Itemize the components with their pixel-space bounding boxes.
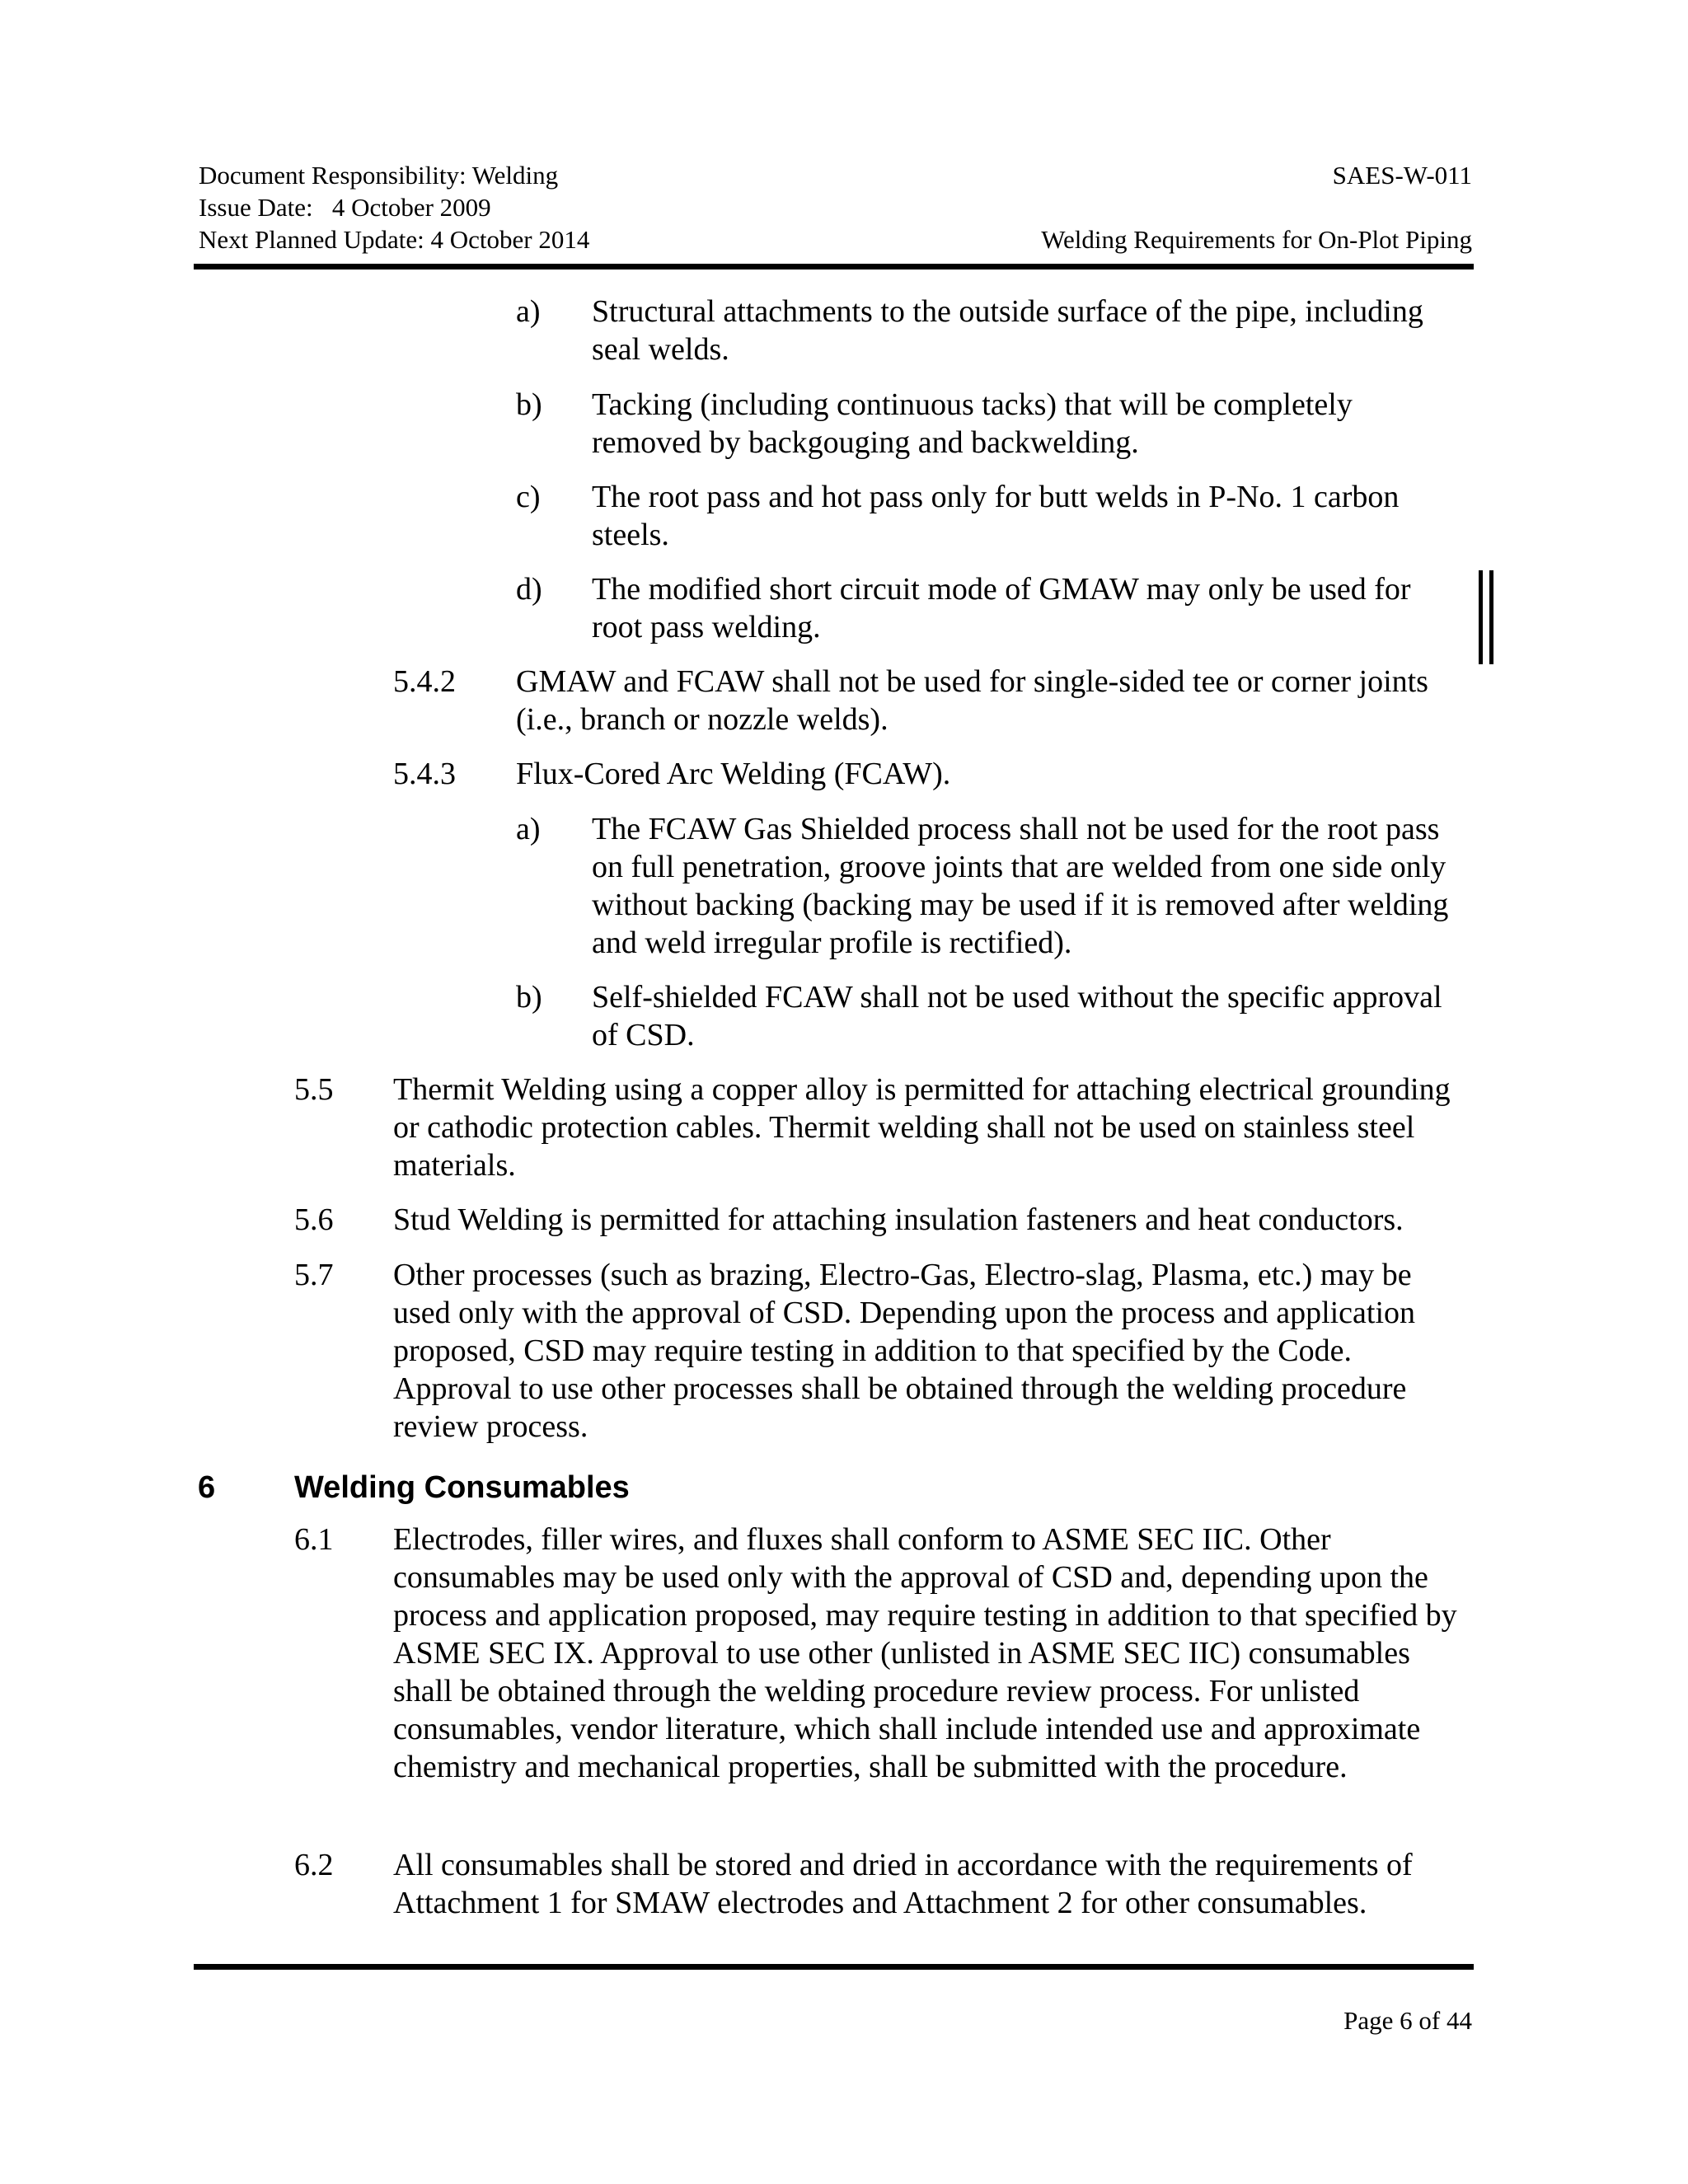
section-text: Other processes (such as brazing, Electro-Gas, Electro-slag, Plasma, etc.) may be used only with the approval of CSD. Depending upon the process and application proposed, CSD may require testing in addition to that specified by the Code. Approval to use other processes shall be obtained through the welding procedure review process. [393,1258,1416,1444]
section-text: Thermit Welding using a copper alloy is permitted for attaching electrical grounding or cathodic protection cables. Thermit welding shall not be used on stainless steel materials. [393,1072,1451,1183]
list-marker: b) [516,387,542,422]
list-marker: d) [516,572,542,607]
list-marker: c) [516,480,541,514]
document-title: Welding Requirements for On-Plot Piping [1041,225,1472,254]
list-marker: a) [516,294,541,329]
subsection-text: GMAW and FCAW shall not be used for single-sided tee or corner joints (i.e., branch or nozzle welds). [516,664,1428,737]
list-text: Structural attachments to the outside surface of the pipe, including seal welds. [592,294,1423,367]
section-number: 6.1 [294,1522,334,1557]
list-text: The FCAW Gas Shielded process shall not be used for the root pass on full penetration, groove joints that are welded from one side only without backing (backing may be used if it is removed after welding and weld irregular profile is rectified). [592,812,1449,960]
document-number: SAES-W-011 [1332,161,1472,190]
section-text: Electrodes, filler wires, and fluxes shall conform to ASME SEC IIC. Other consumables may be used only with the approval of CSD and, depending upon the process and application proposed, may require testing in addition to that specified by ASME SEC IX. Approval to use other (unlisted in ASME SEC IIC) consumables shall be obtained through the welding procedure review process. For unlisted consumables, vendor literature, which shall include intended use and approximate chemistry and mechanical properties, shall be submitted with the procedure. [393,1522,1457,1784]
list-text: Self-shielded FCAW shall not be used without the specific approval of CSD. [592,980,1442,1052]
revision-change-bar [1479,570,1493,664]
section-text: All consumables shall be stored and dried in accordance with the requirements of Attachment 1 for SMAW electrodes and Attachment 2 for other consumables. [393,1848,1413,1920]
list-text: The modified short circuit mode of GMAW may only be used for root pass welding. [592,572,1411,644]
subsection-text: Flux-Cored Arc Welding (FCAW). [516,757,951,791]
section-6-heading: Welding Consumables [294,1470,630,1505]
page-number: Page 6 of 44 [1343,2006,1472,2035]
section-6-number: 6 [198,1470,216,1505]
list-text: Tacking (including continuous tacks) that will be completely removed by backgouging and backwelding. [592,387,1353,460]
section-number: 5.6 [294,1202,334,1237]
list-marker: a) [516,812,541,846]
section-number: 5.5 [294,1072,334,1107]
subsection-number: 5.4.2 [393,664,456,699]
list-marker: b) [516,980,542,1015]
footer-rule [194,1964,1474,1970]
section-number: 6.2 [294,1848,334,1882]
section-number: 5.7 [294,1258,334,1292]
document-responsibility: Document Responsibility: Welding [199,161,559,190]
next-planned-update: Next Planned Update: 4 October 2014 [199,225,590,254]
issue-date: Issue Date: 4 October 2009 [199,193,491,222]
subsection-number: 5.4.3 [393,757,456,791]
section-text: Stud Welding is permitted for attaching insulation fasteners and heat conductors. [393,1202,1404,1237]
list-text: The root pass and hot pass only for butt welds in P-No. 1 carbon steels. [592,480,1400,552]
page-header-left [199,159,589,255]
header-rule [194,264,1474,269]
